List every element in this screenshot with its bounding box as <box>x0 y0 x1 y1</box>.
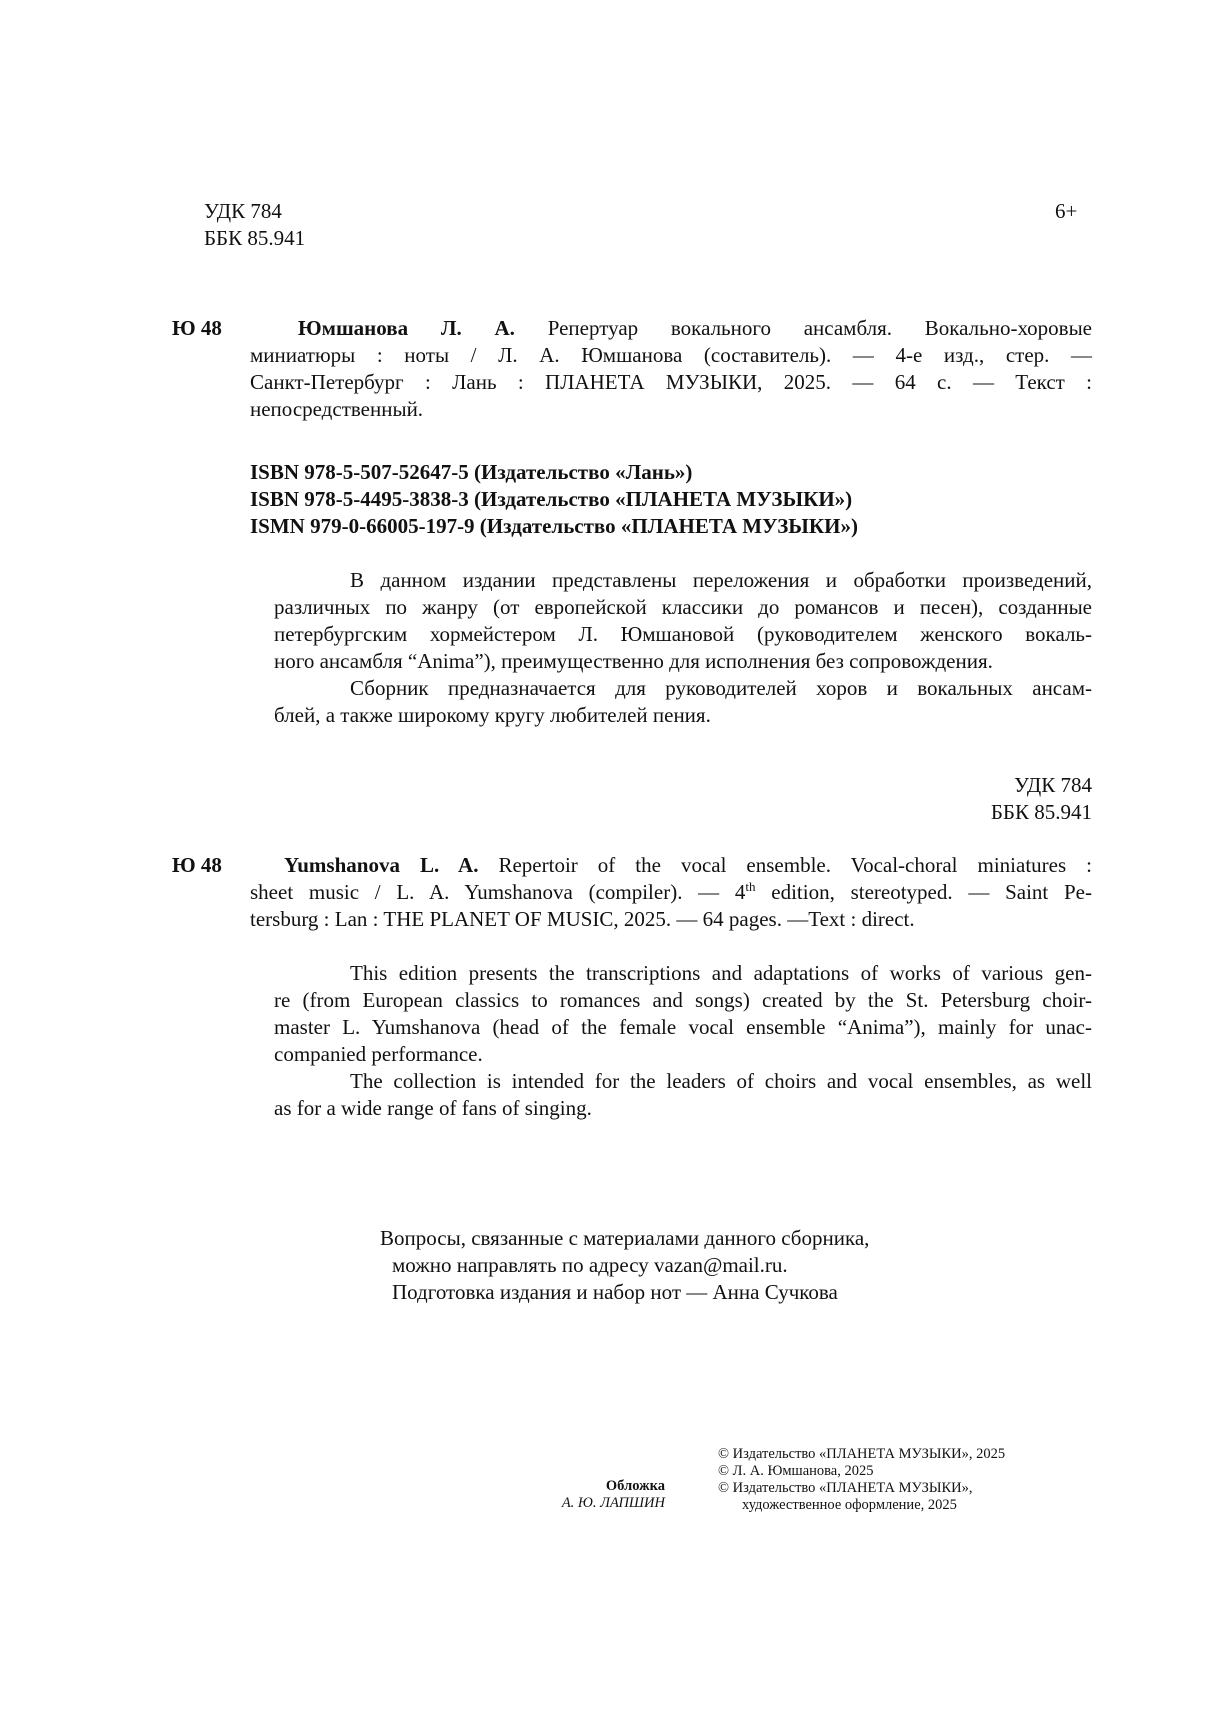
en-bibliographic-record <box>250 852 1092 933</box>
ru-record-line-3: Санкт-Петербург : Лань : ПЛАНЕТА МУЗЫКИ, 2025. — 64 с. — Текст : <box>250 370 1092 394</box>
ru-annotation-line-4: ного ансамбля “Anima”), преимущественно для исполнения без сопровождения. <box>274 649 993 673</box>
cover-label: Обложка <box>605 1478 665 1494</box>
en-annotation-line-2: re (from European classics to romances and songs) created by the St. Petersburg choir- <box>274 988 1092 1012</box>
en-author-mark: Ю 48 <box>172 853 222 877</box>
ru-bibliographic-record <box>250 315 1092 423</box>
en-annotation-line-5: The collection is intended for the leaders of choirs and vocal ensembles, as well <box>350 1069 1092 1093</box>
ru-annotation-line-1: В данном издании представлены переложения и обработки произведений, <box>350 568 1092 592</box>
en-title: Repertoir of the vocal ensemble. Vocal-choral miniatures : <box>498 853 1092 877</box>
ru-annotation-line-5: Сборник предназначается для руководителей хоров и вокальных ансам- <box>350 676 1092 700</box>
contacts-line-2: можно направлять по адресу vazan@mail.ru. <box>392 1253 788 1277</box>
en-record-line-2 <box>250 879 1092 906</box>
en-annotation-line-1: This edition presents the transcriptions and adaptations of works of various gen- <box>350 961 1092 985</box>
age-rating: 6+ <box>1055 199 1078 223</box>
copyright-line-2: © Л. А. Юмшанова, 2025 <box>718 1463 874 1479</box>
en-annotation-line-3: master L. Yumshanova (head of the female vocal ensemble “Anima”), mainly for unac- <box>274 1015 1092 1039</box>
ru-record-line-1 <box>250 315 1092 342</box>
ru-annotation-line-6: блей, а также широкому кругу любителей пения. <box>274 703 711 727</box>
en-author: Yumshanova L. A. <box>284 853 479 877</box>
ru-annotation-line-3: петербургским хормейстером Л. Юмшановой (руководителем женского вокаль- <box>274 622 1092 646</box>
copyrights-block <box>718 1446 1005 1514</box>
cover-artist: А. Ю. ЛАПШИН <box>561 1495 665 1511</box>
copyright-line-4: художественное оформление, 2025 <box>742 1497 957 1513</box>
en-record-line-1 <box>250 852 1092 879</box>
en-annotation-line-6: as for a wide range of fans of singing. <box>274 1096 592 1120</box>
ru-record-line-4: непосредственный. <box>250 397 424 421</box>
en-record-line-2-end: edition, stereotyped. — Saint Pe- <box>755 880 1092 904</box>
en-annotation-line-4: companied performance. <box>274 1042 483 1066</box>
udk-code: УДК 784 <box>204 199 282 223</box>
en-record-line-3: tersburg : Lan : THE PLANET OF MUSIC, 2025. — 64 pages. —Text : direct. <box>250 907 915 931</box>
footer-classification <box>800 772 1092 826</box>
contacts-line-1: Вопросы, связанные с материалами данного сборника, <box>380 1226 870 1250</box>
isbn-block <box>250 459 858 540</box>
bbk-code: ББК 85.941 <box>204 226 306 250</box>
header-classification <box>204 198 305 252</box>
ru-title: Репертуар вокального ансамбля. Вокально-хоровые <box>547 316 1093 340</box>
isbn-planeta: ISBN 978-5-4495-3838-3 (Издательство «ПЛАНЕТА МУЗЫКИ») <box>250 487 853 511</box>
author-mark: Ю 48 <box>172 316 222 340</box>
copyright-line-3: © Издательство «ПЛАНЕТА МУЗЫКИ», <box>718 1480 973 1496</box>
ismn-planeta: ISMN 979-0-66005-197-9 (Издательство «ПЛАНЕТА МУЗЫКИ») <box>250 514 858 538</box>
en-record-line-2-start: sheet music / L. A. Yumshanova (compiler). — 4 <box>250 880 746 904</box>
copyright-line-1: © Издательство «ПЛАНЕТА МУЗЫКИ», 2025 <box>718 1446 1006 1462</box>
contacts-line-3: Подготовка издания и набор нот — Анна Сучкова <box>392 1280 838 1304</box>
footer-udk-code: УДК 784 <box>1014 773 1092 797</box>
ru-annotation-line-2: различных по жанру (от европейской классики до романсов и песен), созданные <box>274 595 1092 619</box>
edition-superscript: th <box>745 879 756 894</box>
ru-annotation <box>274 567 1092 729</box>
isbn-lan: ISBN 978-5-507-52647-5 (Издательство «Лань») <box>250 460 693 484</box>
cover-credit <box>500 1478 665 1512</box>
ru-record-line-2: миниатюры : ноты / Л. А. Юмшанова (составитель). — 4-е изд., стер. — <box>250 343 1092 367</box>
ru-author: Юмшанова Л. А. <box>298 316 515 340</box>
footer-bbk-code: ББК 85.941 <box>990 800 1092 824</box>
en-annotation <box>274 960 1092 1122</box>
contacts-block <box>380 1225 869 1306</box>
